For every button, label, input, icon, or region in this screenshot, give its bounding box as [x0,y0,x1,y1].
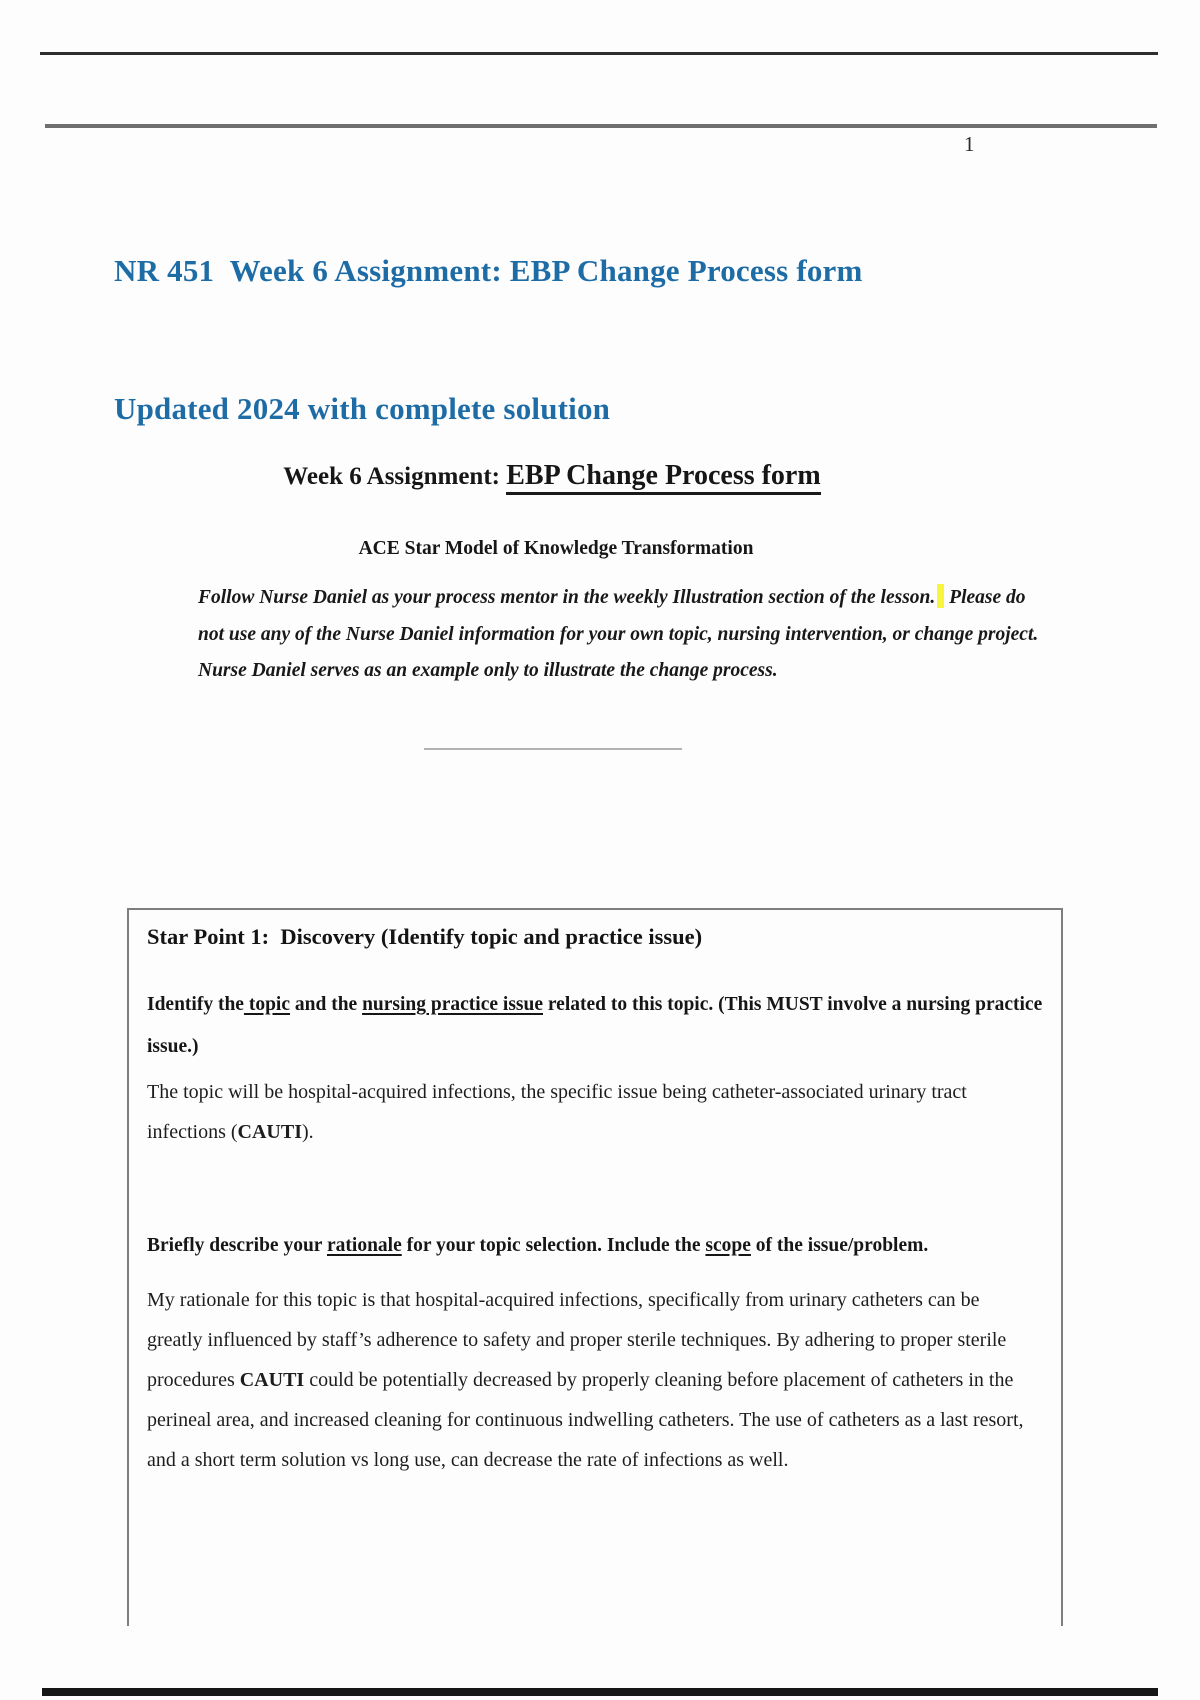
assignment-heading-prefix: Week 6 Assignment: [283,463,507,490]
intro-paragraph [198,580,1050,690]
assignment-heading-title: EBP Change Process form [506,460,820,495]
star-point-1-box [127,908,1063,1626]
star-point-1-title: Star Point 1: Discovery (Identify topic and practice issue) [147,924,703,949]
model-subheading: ACE Star Model of Knowledge Transformation [358,538,754,559]
bottom-edge-bar [42,1688,1158,1696]
document-title-line2: Updated 2024 with complete solution [114,391,611,426]
answer-rationale: My rationale for this topic is that hospital-acquired infections, specifically from urinary catheters can be greatly influenced by staff’s adherence to safety and proper sterile techniques. By adhering to proper sterile procedures CAUTI could be potentially decreased by properly cleaning before placement of catheters in the perineal area, and increased cleaning for continuous indwelling catheters. The use of catheters as a last resort, and a short term solution vs long use, can decrease the rate of infections as well. [147,1289,1024,1471]
section-divider [424,748,682,750]
prompt-topic: Identify the topic and the nursing practice issue related to this topic. (This MUST involve a nursing practice issue.) [147,994,1043,1057]
answer-topic: The topic will be hospital-acquired infections, the specific issue being catheter-associated urinary tract infections (CAUTI). [147,1081,967,1143]
intro-text-before: Follow Nurse Daniel as your process mentor in the weekly Illustration section of the lesson. [198,587,936,608]
assignment-heading [0,460,1104,492]
prompt-rationale: Briefly describe your rationale for your topic selection. Include the scope of the issue/problem. [147,1235,929,1256]
intro-text-after: Please do not use any of the Nurse Daniel information for your own topic, nursing intervention, or change project. Nurse Daniel serves as an example only to illustrate the change process. [198,587,1039,681]
document-title-line1: NR 451 Week 6 Assignment: EBP Change Process form [114,253,863,288]
header-rule [45,124,1157,128]
top-rule [40,52,1158,55]
page-number: 1 [964,132,975,156]
